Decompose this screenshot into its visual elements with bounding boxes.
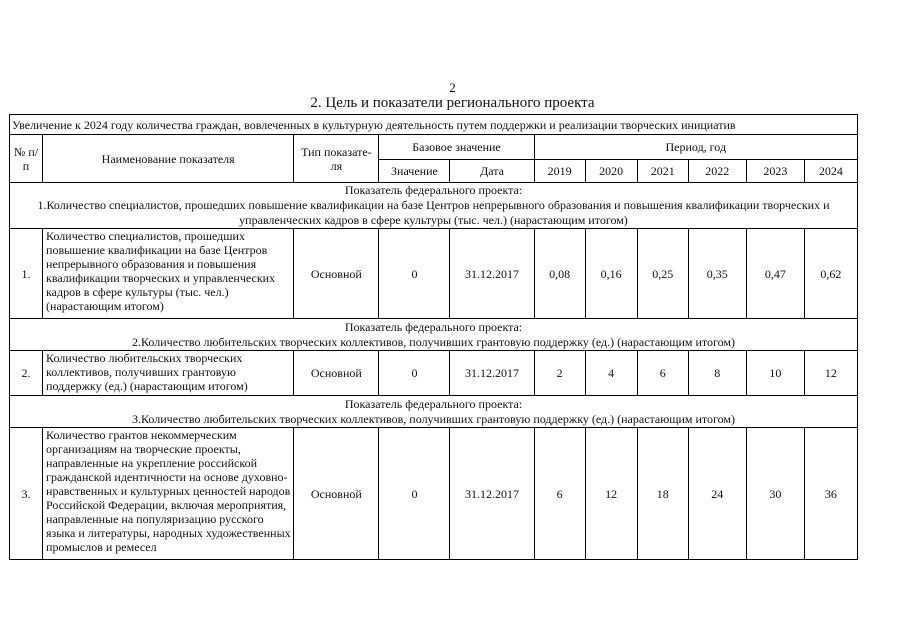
row-year-value: 18 [637,428,688,560]
row-year-value: 2 [534,351,585,396]
row-year-value: 0,62 [804,229,857,319]
row-year-value: 0,35 [688,229,746,319]
row-year-value: 10 [746,351,804,396]
header-value: Значение [379,160,450,183]
year-header: 2023 [746,160,804,183]
row-year-value: 30 [746,428,804,560]
table-row [10,351,858,396]
indicators-table [9,114,858,560]
row-year-value: 24 [688,428,746,560]
row-year-value: 6 [534,428,585,560]
row-year-value: 4 [585,351,637,396]
row-base-date: 31.12.2017 [450,229,534,319]
section-header-line2: 2.Количество любительских творческих коллективов, получивших грантовую поддержку (ед.) (нарастающим итогом) [132,334,735,349]
row-name: Количество специалистов, прошедших повышение квалификации на базе Центров непрерывного образования и повышения квалификации творческих и управленческих кадров в сфере культуры (тыс. чел.) (нарастающим итогом) [43,229,294,319]
row-year-value: 12 [804,351,857,396]
row-num: 1. [10,229,43,319]
row-type: Основной [294,428,379,560]
row-name: Количество грантов некоммерческим организациям на творческие проекты, направленные на укрепление российской гражданской идентичности на основе духовно-нравственных и культурных ценностей народов Российской Федерации, включая мероприятия, направленные на популяризацию русского языка и литературы, народных художественных промыслов и ремесел [43,428,294,560]
year-header: 2020 [585,160,637,183]
row-year-value: 0,08 [534,229,585,319]
row-base-value: 0 [379,351,450,396]
row-year-value: 0,25 [637,229,688,319]
header-period: Период, год [534,135,857,160]
header-date: Дата [450,160,534,183]
section-title: 2. Цель и показатели регионального проекта [310,95,595,111]
header-num: № п/п [10,135,43,183]
goal-text: Увеличение к 2024 году количества граждан, вовлеченных в культурную деятельность путем поддержки и реализации творческих инициатив [10,115,858,135]
row-year-value: 0,47 [746,229,804,319]
year-header: 2024 [804,160,857,183]
header-name: Наименование показателя [43,135,294,183]
row-type: Основной [294,351,379,396]
section-header-line1: Показатель федерального проекта: [344,396,523,411]
row-name: Количество любительских творческих коллективов, получивших грантовую поддержку (ед.) (нарастающим итогом) [43,351,294,396]
section-header [10,319,858,351]
row-year-value: 8 [688,351,746,396]
section-header-line2: 3.Количество любительских творческих коллективов, получивших грантовую поддержку (ед.) (нарастающим итогом) [132,411,735,426]
row-type: Основной [294,229,379,319]
row-year-value: 36 [804,428,857,560]
row-base-date: 31.12.2017 [450,351,534,396]
section-header [10,396,858,428]
row-base-date: 31.12.2017 [450,428,534,560]
row-num: 2. [10,351,43,396]
row-base-value: 0 [379,229,450,319]
page-number: 2 [449,80,456,95]
table-row [10,428,858,560]
section-header-line1: Показатель федерального проекта: [344,183,523,197]
row-year-value: 0,16 [585,229,637,319]
year-header: 2019 [534,160,585,183]
table-row [10,229,858,319]
section-header [10,183,858,229]
section-header-line1: Показатель федерального проекта: [344,319,523,334]
row-year-value: 12 [585,428,637,560]
section-header-line2: 1.Количество специалистов, прошедших повышение квалификации на базе Центров непрерывного образования и повышения квалификации творческих и управленческих кадров в сфере культуры (тыс. чел.) (нарастающим итогом) [37,198,830,227]
header-base: Базовое значение [379,135,534,160]
row-base-value: 0 [379,428,450,560]
header-type: Тип показате-ля [294,135,379,183]
year-header: 2022 [688,160,746,183]
year-header: 2021 [637,160,688,183]
row-year-value: 6 [637,351,688,396]
row-num: 3. [10,428,43,560]
